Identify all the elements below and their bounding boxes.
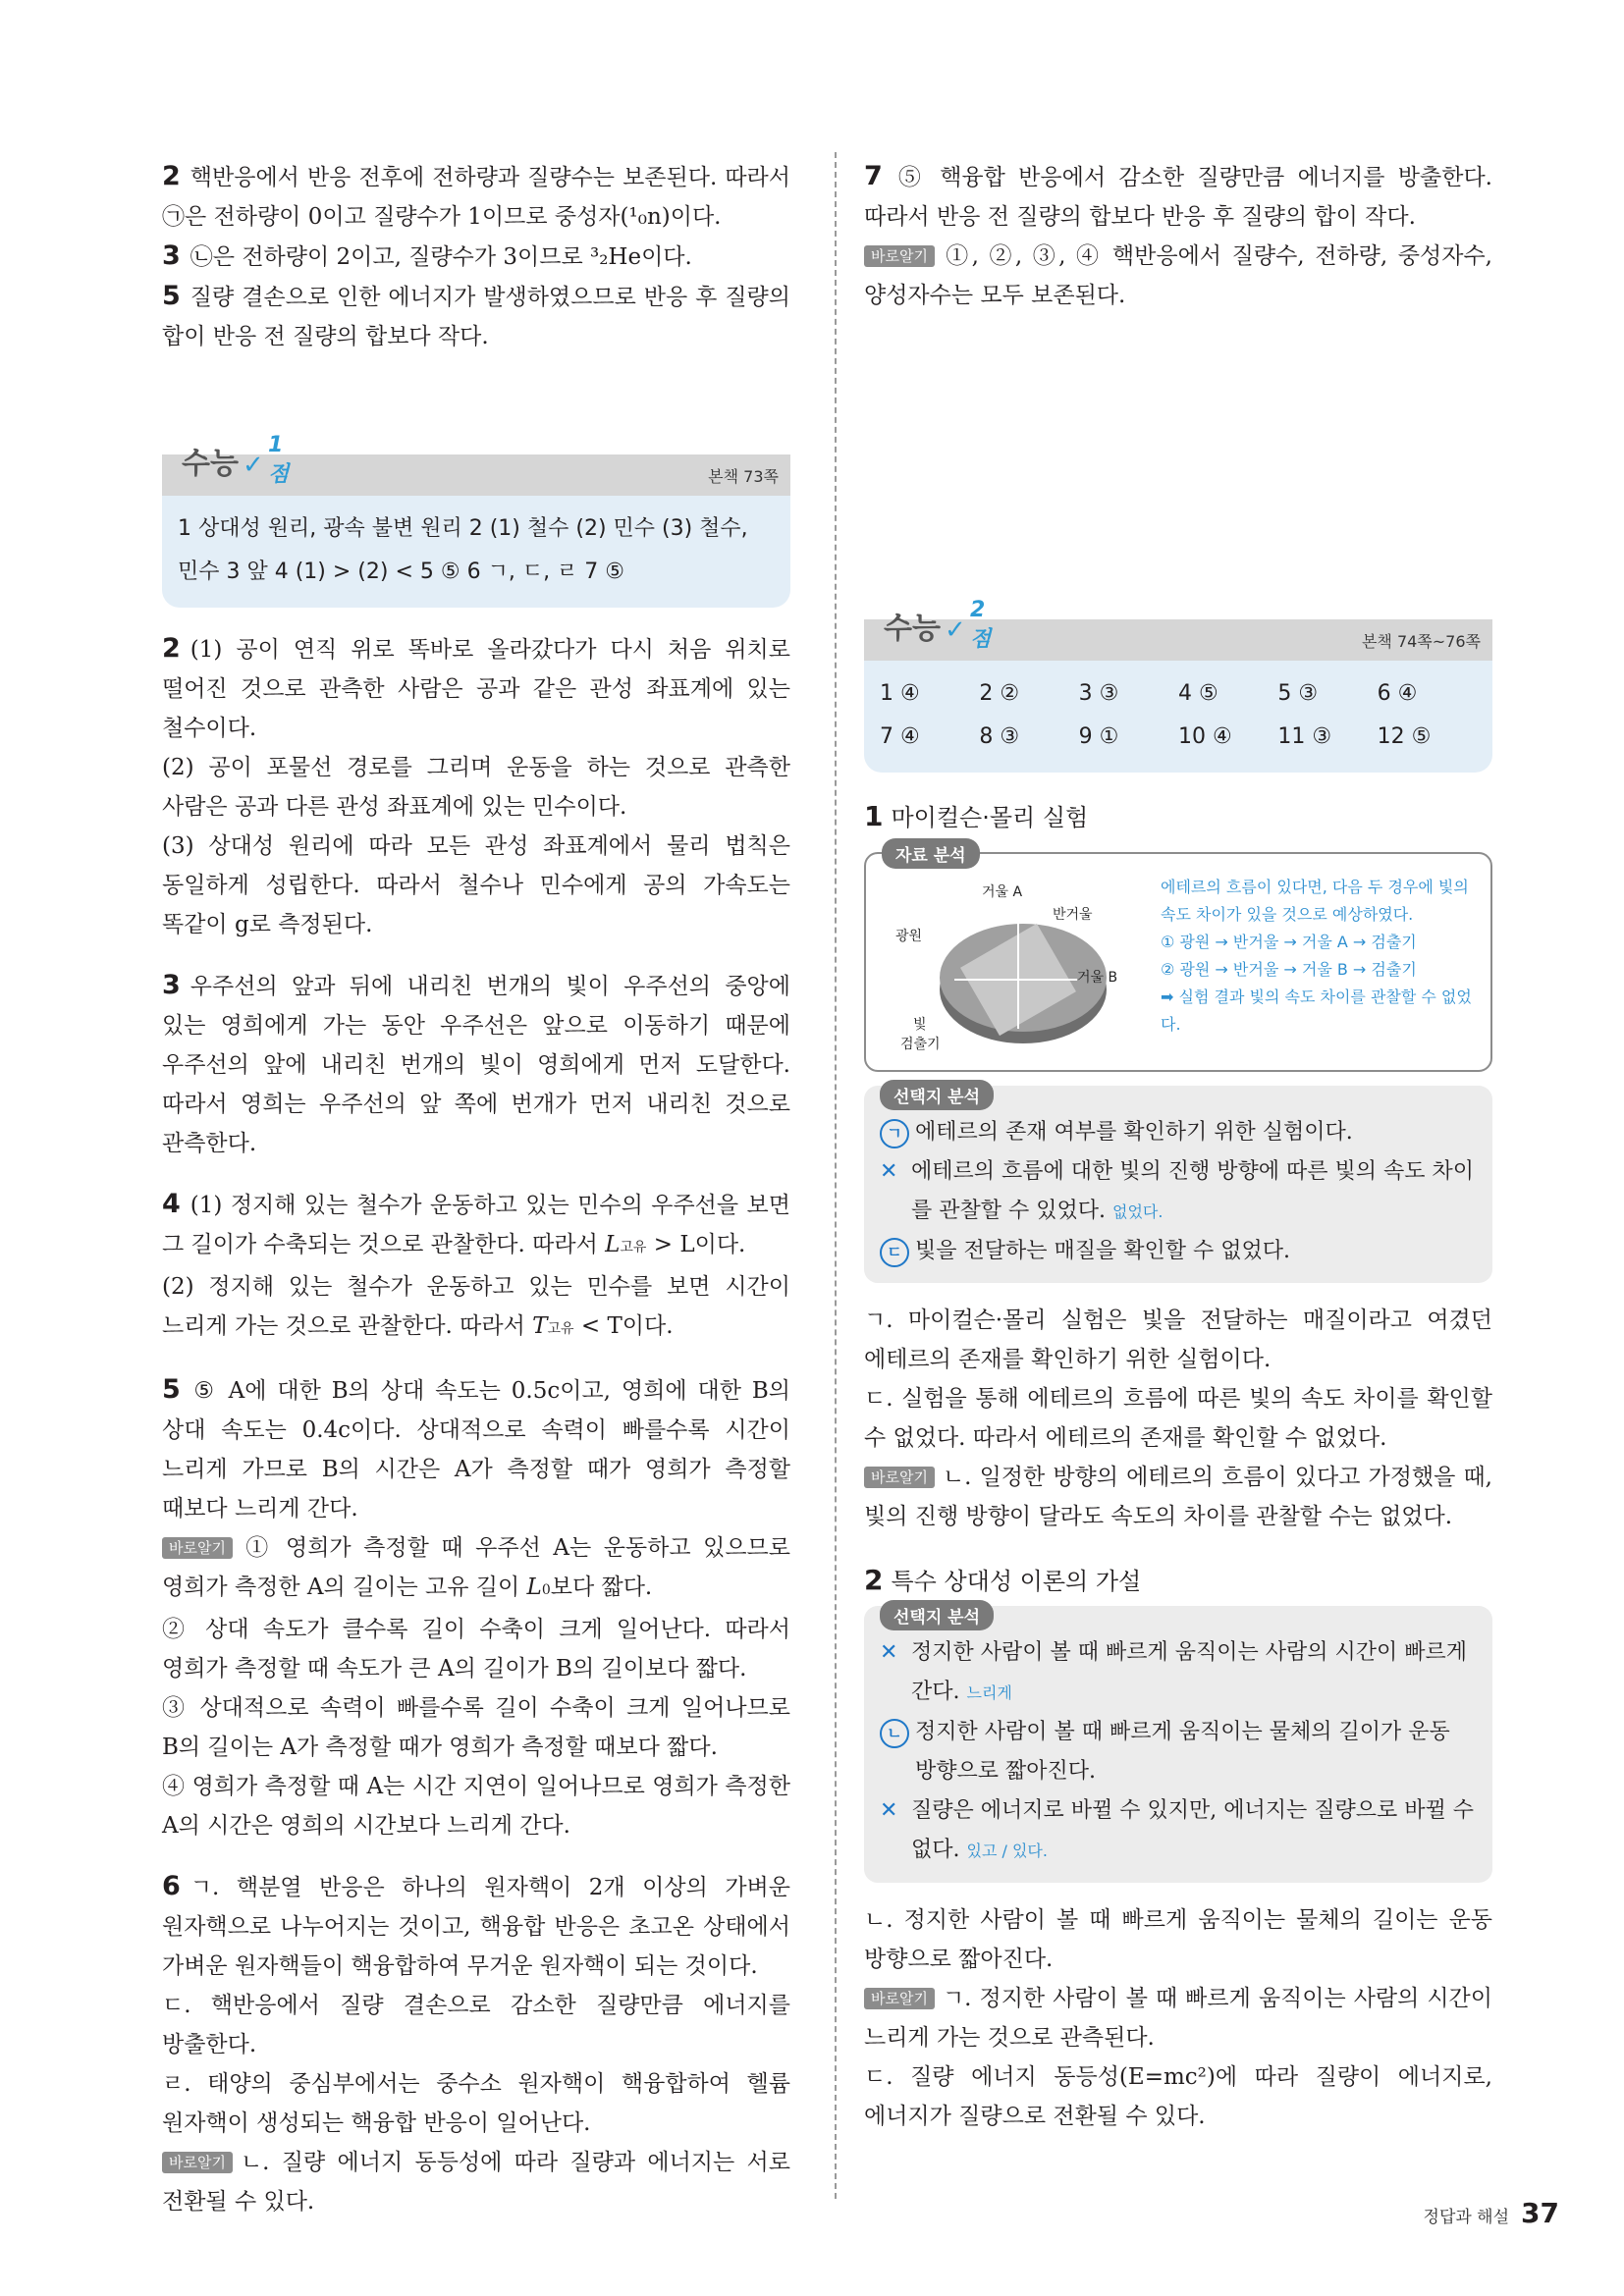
answer-cell: 10 ④ [1178, 724, 1232, 749]
answer-cell: 7 ④ [880, 724, 920, 749]
correct-mark: ㄱ [880, 1119, 909, 1148]
page-reference: 본책 74쪽~76쪽 [1361, 632, 1481, 651]
choice-item: ✕ 정지한 사람이 볼 때 빠르게 움직이는 사람의 시간이 빠르게 간다. 느리게 [880, 1633, 1477, 1713]
wrong-mark: ✕ [880, 1640, 898, 1665]
data-analysis-box [864, 846, 1492, 1072]
correct-mark: ㄴ [880, 1719, 909, 1748]
suneung-logo: 수능 ✓ 1점 [182, 433, 290, 487]
correction-note: 느리게 [966, 1683, 1012, 1702]
answer-cell: 2 ② [979, 681, 1020, 706]
answer-cell: 1 ④ [880, 681, 920, 706]
explanation-3: 3 우주선의 앞과 뒤에 내리친 번개의 빛이 우주선의 중앙에 있는 영희에게 가는 동안 우주선은 앞으로 이동하기 때문에 우주선의 앞에 내리친 번개의 빛이 영희에게 먼저 도달한다. 따라서 영희는 우주선의 앞 쪽에 번개가 먼저 내리친 것으로 관측한다. [162, 970, 790, 1156]
section-banner-2pt [864, 598, 1492, 661]
choice-item: ㄴ 정지한 사람이 볼 때 빠르게 움직이는 물체의 길이가 운동 방향으로 짧아진다. [880, 1713, 1477, 1791]
michelson-morley-diagram [876, 872, 1151, 1063]
column-divider [835, 152, 837, 2199]
page-footer [1424, 2197, 1559, 2229]
explanation-4: 4 (1) 정지해 있는 철수가 운동하고 있는 민수의 우주선을 보면 그 길이가 수축되는 것으로 관찰한다. 따라서 L고유 > L이다. (2) 정지해 있는 철수가 운동하고 있는 민수를 보면 시간이 느리게 가는 것으로 관찰한다. 따라서 T고유 < T이다. [162, 1189, 790, 1339]
explanation-6: 6 ㄱ. 핵분열 반응은 하나의 원자핵이 2개 이상의 가벼운 원자핵으로 나누어지는 것이고, 핵융합 반응은 초고온 상태에서 가벼운 원자핵들이 핵융합하여 무거운 원자핵이 되는 것이다. ㄷ. 핵반응에서 질량 결손으로 감소한 질량만큼 에너지를 방출한다. ㄹ. 태양의 중심부에서는 중수소 원자핵이 핵융합하여 헬륨 원자핵이 생성되는 핵융합 반응이 일어난다. 바로알기 ㄴ. 질량 에너지 동등성에 따라 질량과 에너지는 서로 전환될 수 있다. [162, 1871, 790, 2215]
choice-analysis-2 [864, 1606, 1492, 1883]
choice-analysis-label: 선택지 분석 [880, 1080, 994, 1110]
choice-item: ㄱ 에테르의 존재 여부를 확인하기 위한 실험이다. [880, 1113, 1477, 1152]
answer-key-1pt: 1 상대성 원리, 광속 불변 원리 2 (1) 철수 (2) 민수 (3) 철수, 민수 3 앞 4 (1) > (2) < 5 ⑤ 6 ㄱ, ㄷ, ㄹ 7 ⑤ [162, 496, 790, 608]
explanation-s2-3: ㄷ. 질량 에너지 동등성(E=mc²)에 따라 질량이 에너지로, 에너지가 질량으로 전환될 수 있다. [864, 2064, 1492, 2129]
left-column [162, 157, 790, 2221]
answer-key-2pt [864, 661, 1492, 773]
choice-analysis-1 [864, 1086, 1492, 1283]
choice-item: ㄷ 빛을 전달하는 매질을 확인할 수 없었다. [880, 1232, 1477, 1271]
section-heading-1: 1 마이컬슨·몰리 실험 [864, 800, 1089, 832]
answer-cell: 9 ① [1078, 724, 1119, 749]
label-detector-2: 검출기 [900, 1037, 941, 1052]
choice-analysis-label: 선택지 분석 [880, 1600, 994, 1630]
data-analysis-label: 자료 분석 [882, 838, 980, 869]
section-banner-1pt [162, 433, 790, 496]
correction-note: 있고 / 있다. [966, 1842, 1048, 1860]
correction-tag: 바로알기 [864, 1467, 935, 1488]
answer-cell: 11 ③ [1277, 724, 1332, 749]
answer-cell: 12 ⑤ [1377, 724, 1432, 749]
page-number: 37 [1521, 2197, 1559, 2229]
answer-q2: 2 핵반응에서 반응 전후에 전하량과 질량수는 보존된다. 따라서 ㉠은 전하량이 0이고 질량수가 1이므로 중성자(¹₀n)이다. [162, 161, 790, 230]
correction-tag: 바로알기 [162, 1537, 233, 1559]
explanation-s2-1: ㄴ. 정지한 사람이 볼 때 빠르게 움직이는 물체의 길이는 운동 방향으로 짧아진다. [864, 1907, 1492, 1972]
answer-cell: 8 ③ [979, 724, 1020, 749]
explanation-s2-2: 바로알기 ㄱ. 정지한 사람이 볼 때 빠르게 움직이는 사람의 시간이 느리게 가는 것으로 관측된다. [864, 1986, 1492, 2051]
explanation-2: 2 (1) 공이 연직 위로 똑바로 올라갔다가 다시 처음 위치로 떨어진 것으로 관측한 사람은 공과 같은 관성 좌표계에 있는 철수이다. (2) 공이 포물선 경로를 그리며 운동을 하는 것으로 관측한 사람은 공과 다른 관성 좌표계에 있는 민수이다. (3) 상대성 원리에 따라 모든 관성 좌표계에서 물리 법칙은 동일하게 성립한다. 따라서 철수나 민수에게 공의 가속도는 똑같이 g로 측정된다. [162, 633, 790, 937]
correction-tag: 바로알기 [864, 245, 935, 267]
label-half-mirror: 반거울 [1053, 907, 1093, 923]
answer-cell: 6 ④ [1377, 681, 1418, 706]
label-mirror-a: 거울 A [982, 884, 1023, 900]
wrong-mark: ✕ [880, 1798, 898, 1823]
label-detector-1: 빛 [913, 1017, 927, 1033]
correction-tag: 바로알기 [864, 1988, 935, 2009]
data-description: 에테르의 흐름이 있다면, 다음 두 경우에 빛의 속도 차이가 있을 것으로 예상하였다. ① 광원 → 반거울 → 거울 A → 검출기 ② 광원 → 반거울 → 거울 B → 검출기 ➡ 실험 결과 빛의 속도 차이를 관찰할 수 없었다. [1161, 878, 1472, 1034]
label-mirror-b: 거울 B [1077, 970, 1118, 986]
answer-cell: 4 ⑤ [1178, 681, 1218, 706]
answer-cell: 5 ③ [1277, 681, 1319, 706]
correction-tag: 바로알기 [162, 2152, 233, 2173]
explanation-s1-3: 바로알기 ㄴ. 일정한 방향의 에테르의 흐름이 있다고 가정했을 때, 빛의 진행 방향이 달라도 속도의 차이를 관찰할 수는 없었다. [864, 1465, 1492, 1529]
correction-note: 없었다. [1112, 1202, 1164, 1221]
answer-q7: 7 ⑤ 핵융합 반응에서 감소한 질량만큼 에너지를 방출한다. 따라서 반응 전 질량의 합보다 반응 후 질량의 합이 작다. 바로알기 ①, ②, ③, ④ 핵반응에서 질량수, 전하량, 중성자수, 양성자수는 모두 보존된다. [864, 161, 1492, 308]
correct-mark: ㄷ [880, 1238, 909, 1267]
explanation-5: 5 ⑤ A에 대한 B의 상대 속도는 0.5c이고, 영희에 대한 B의 상대 속도는 0.4c이다. 상대적으로 속력이 빠를수록 시간이 느리게 가므로 B의 시간은 A가 측정할 때가 영희가 측정할 때보다 느리게 간다. 바로알기 ① 영희가 측정할 때 우주선 A는 운동하고 있으므로 영희가 측정한 A의 길이는 고유 길이 L0보다 짧다. ② 상대 속도가 클수록 길이 수축이 크게 일어난다. 따라서 영희가 측정할 때 속도가 큰 A의 길이가 B의 길이보다 짧다. ③ 상대적으로 속력이 빠를수록 길이 수축이 크게 일어나므로 B의 길이는 A가 측정할 때가 영희가 측정할 때보다 짧다. ④ 영희가 측정할 때 A는 시간 지연이 일어나므로 영희가 측정한 A의 시간은 영희의 시간보다 느리게 간다. [162, 1374, 790, 1839]
answer-q3: 3 ㉡은 전하량이 2이고, 질량수가 3이므로 ³₂He이다. [162, 240, 692, 271]
answer-cell: 3 ③ [1078, 681, 1119, 706]
wrong-mark: ✕ [880, 1159, 898, 1184]
explanation-s1-2: ㄷ. 실험을 통해 에테르의 흐름에 따른 빛의 속도 차이를 확인할 수 없었다. 따라서 에테르의 존재를 확인할 수 없었다. [864, 1386, 1492, 1451]
right-column [864, 157, 1492, 2136]
suneung-logo: 수능 ✓ 2점 [884, 598, 992, 652]
explanation-s1-1: ㄱ. 마이컬슨·몰리 실험은 빛을 전달하는 매질이라고 여겼던 에테르의 존재를 확인하기 위한 실험이다. [864, 1308, 1492, 1372]
choice-item: ✕ 에테르의 흐름에 대한 빛의 진행 방향에 따른 빛의 속도 차이를 관찰할 수 있었다. 없었다. [880, 1152, 1477, 1232]
footer-label: 정답과 해설 [1423, 2208, 1510, 2227]
page-reference: 본책 73쪽 [708, 467, 779, 486]
label-source: 광원 [895, 929, 923, 944]
answer-q5: 5 질량 결손으로 인한 에너지가 발생하였으므로 반응 후 질량의 합이 반응 전 질량의 합보다 작다. [162, 281, 790, 349]
section-heading-2: 2 특수 상대성 이론의 가설 [864, 1564, 1142, 1596]
choice-item: ✕ 질량은 에너지로 바뀔 수 있지만, 에너지는 질량으로 바뀔 수 없다. 있고 / 있다. [880, 1791, 1477, 1871]
